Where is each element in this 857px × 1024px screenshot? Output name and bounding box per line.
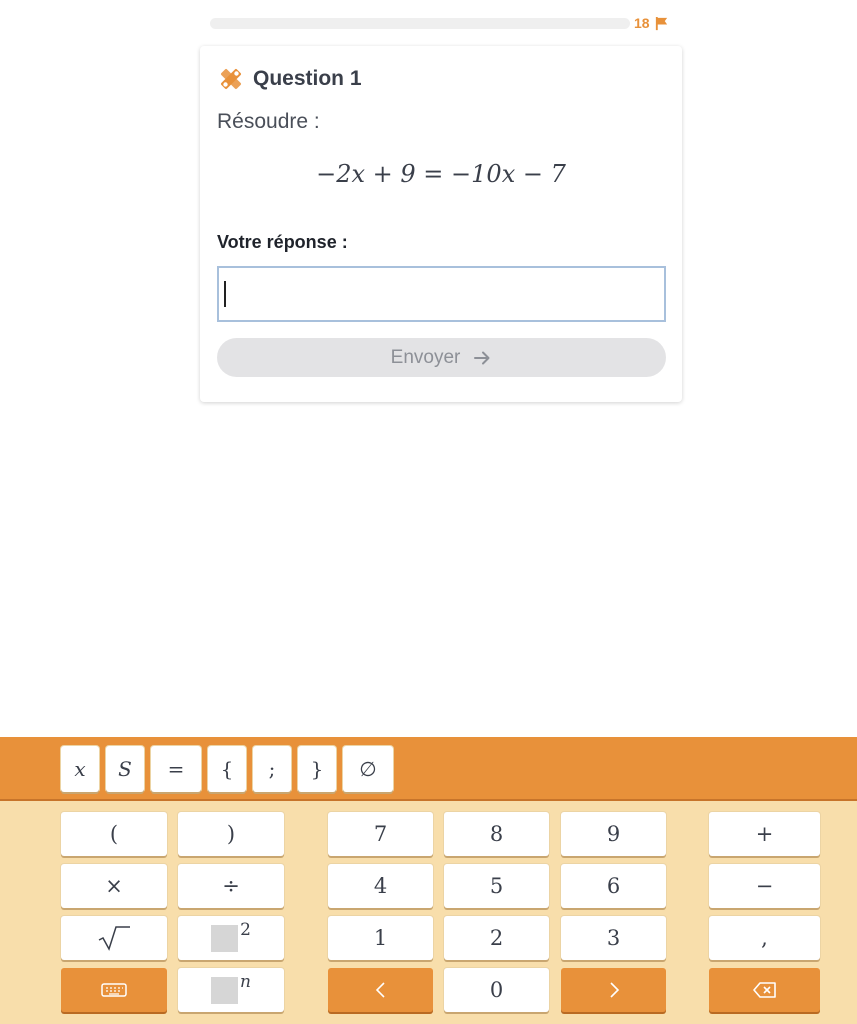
keyboard-main (0, 801, 857, 1024)
key-2[interactable]: 2 (444, 916, 549, 960)
question-instruction: Résoudre : (217, 110, 320, 133)
chevron-left-icon (374, 981, 388, 999)
key-4[interactable]: 4 (328, 864, 433, 908)
key-close-brace[interactable]: } (298, 746, 336, 792)
text-caret (224, 281, 226, 307)
key-6[interactable]: 6 (561, 864, 666, 908)
keyboard-icon (101, 983, 127, 997)
submit-button[interactable] (217, 338, 666, 377)
key-minus[interactable]: − (709, 864, 820, 908)
key-open-brace[interactable]: { (208, 746, 246, 792)
question-header (218, 66, 362, 92)
power-exponent: n (240, 972, 251, 992)
key-empty-set[interactable]: ∅ (343, 746, 393, 792)
progress-bar (210, 18, 630, 29)
arrow-right-icon (472, 348, 492, 368)
key-7[interactable]: 7 (328, 812, 433, 856)
key-3[interactable]: 3 (561, 916, 666, 960)
key-square[interactable] (178, 916, 284, 960)
key-semicolon[interactable]: ; (253, 746, 291, 792)
key-power[interactable] (178, 968, 284, 1012)
cursor-left-button[interactable] (328, 968, 433, 1012)
key-9[interactable]: 9 (561, 812, 666, 856)
key-x[interactable]: x (61, 746, 99, 792)
question-counter (634, 15, 669, 31)
key-divide[interactable]: ÷ (178, 864, 284, 908)
key-5[interactable]: 5 (444, 864, 549, 908)
key-0[interactable]: 0 (444, 968, 549, 1012)
backspace-button[interactable] (709, 968, 820, 1012)
answer-label: Votre réponse : (217, 232, 348, 252)
key-plus[interactable]: + (709, 812, 820, 856)
square-exponent: 2 (240, 920, 251, 940)
submit-label: Envoyer (390, 346, 461, 368)
placeholder-box-icon (211, 977, 238, 1004)
key-s[interactable]: S (106, 746, 144, 792)
pencil-ruler-icon (218, 66, 244, 92)
key-multiply[interactable]: × (61, 864, 167, 908)
key-8[interactable]: 8 (444, 812, 549, 856)
flag-icon (654, 16, 669, 31)
question-count: 18 (634, 15, 650, 31)
key-sqrt[interactable] (61, 916, 167, 960)
placeholder-box-icon (211, 925, 238, 952)
key-equals[interactable]: = (151, 746, 201, 792)
key-open-paren[interactable]: ( (61, 812, 167, 856)
key-close-paren[interactable]: ) (178, 812, 284, 856)
question-title: Question 1 (253, 67, 362, 90)
answer-input[interactable] (217, 266, 666, 322)
keyboard-symbol-bar (0, 737, 857, 801)
chevron-right-icon (607, 981, 621, 999)
backspace-icon (753, 981, 777, 999)
question-equation: −2x + 9 = −10x − 7 (316, 160, 566, 188)
keyboard-toggle-button[interactable] (61, 968, 167, 1012)
key-comma[interactable]: , (709, 916, 820, 960)
cursor-right-button[interactable] (561, 968, 666, 1012)
key-1[interactable]: 1 (328, 916, 433, 960)
question-card (200, 46, 682, 402)
square-root-icon (97, 925, 131, 951)
